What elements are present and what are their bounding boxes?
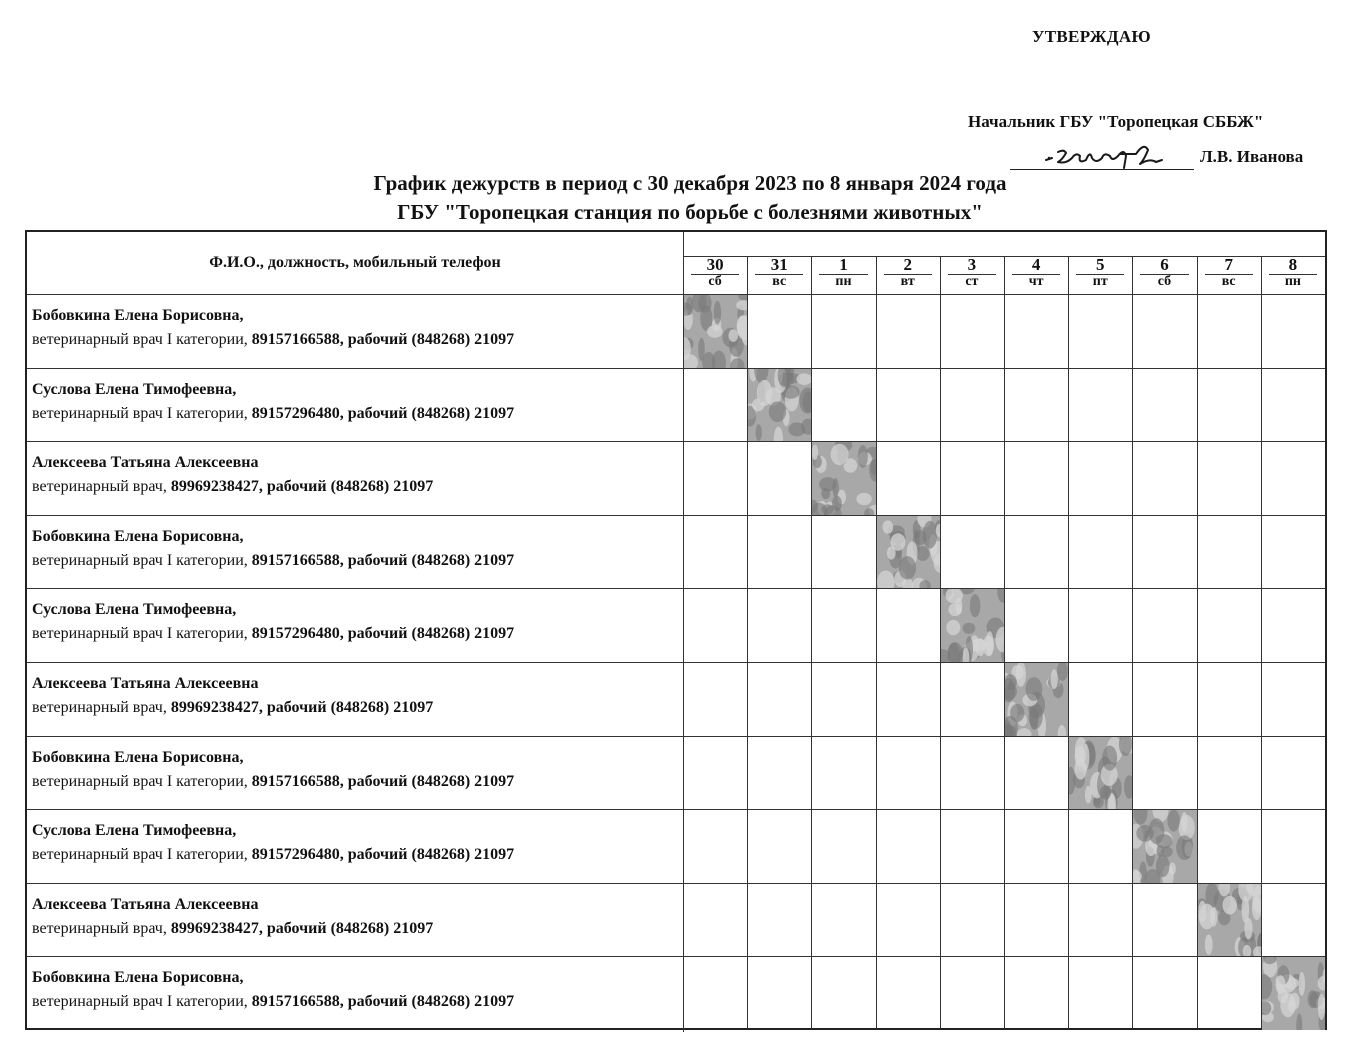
- duty-shading-texture: [941, 589, 1004, 662]
- day-number: 1: [839, 255, 848, 274]
- duty-shading-texture: [1005, 663, 1068, 736]
- staff-entry: [32, 304, 514, 352]
- staff-mobile: 89157296480: [251, 846, 340, 864]
- row-divider: [27, 956, 1325, 957]
- staff-entry: [32, 598, 514, 646]
- staff-work-phone: , рабочий (848268) 21097: [339, 331, 515, 348]
- staff-name: Бобовкина Елена Борисовна,: [32, 748, 244, 766]
- staff-entry: [32, 378, 514, 426]
- day-number: 31: [770, 255, 788, 274]
- duty-cell-marked: [812, 442, 875, 515]
- duty-shading-texture: [1069, 737, 1132, 810]
- duty-shading-texture: [877, 516, 940, 589]
- staff-work-phone: , рабочий (848268) 21097: [339, 993, 515, 1011]
- signatory-name: Л.В. Иванова: [1200, 147, 1304, 166]
- staff-position: ветеринарный врач I категории,: [32, 993, 252, 1011]
- duty-cell-marked: [748, 369, 811, 442]
- staff-position: ветеринарный врач I категории,: [32, 551, 252, 569]
- chief-title: Начальник ГБУ "Торопецкая СББЖ": [968, 112, 1264, 131]
- row-divider: [27, 883, 1325, 884]
- duty-shading-texture: [812, 442, 875, 515]
- duty-cell-marked: [941, 589, 1004, 662]
- staff-name: Бобовкина Елена Борисовна,: [32, 969, 244, 987]
- day-column-divider: [1132, 256, 1133, 1028]
- duty-shading-texture: [1262, 957, 1325, 1030]
- staff-entry: [32, 966, 514, 1014]
- duty-shading-texture: [1198, 884, 1261, 957]
- day-weekday: вт: [900, 274, 915, 289]
- duty-cell-marked: [1133, 810, 1196, 883]
- day-number: 3: [967, 255, 977, 274]
- staff-entry: [32, 893, 433, 941]
- duty-cell-marked: [1262, 957, 1325, 1030]
- staff-position: ветеринарный врач I категории,: [32, 772, 252, 790]
- document-title: График дежурств в период с 30 декабря 2023 по 8 января 2024 года: [373, 171, 1007, 195]
- staff-mobile: 89157166588: [251, 551, 340, 569]
- duty-cell-marked: [1005, 663, 1068, 736]
- duty-shading-texture: [1133, 810, 1196, 883]
- staff-position: ветеринарный врач,: [32, 478, 171, 496]
- staff-mobile: 89157296480: [251, 625, 340, 643]
- day-weekday: вс: [772, 274, 787, 289]
- day-weekday: пн: [835, 274, 852, 289]
- day-number: 7: [1224, 255, 1233, 274]
- staff-name: Суслова Елена Тимофеевна,: [32, 380, 237, 398]
- day-column-divider: [1068, 256, 1069, 1028]
- staff-name: Суслова Елена Тимофеевна,: [32, 601, 237, 619]
- staff-work-phone: , рабочий (848268) 21097: [339, 846, 515, 864]
- duty-cell-marked: [877, 516, 940, 589]
- day-column-divider: [1004, 256, 1005, 1028]
- header-bottom-divider: [27, 294, 1325, 295]
- row-divider: [27, 441, 1325, 442]
- staff-position: ветеринарный врач,: [32, 919, 171, 937]
- document-subtitle: ГБУ "Торопецкая станция по борьбе с болезнями животных": [397, 200, 983, 224]
- staff-mobile: 89157166588: [251, 772, 340, 790]
- staff-entry: [32, 525, 514, 573]
- day-column-divider: [1261, 256, 1262, 1028]
- signature: [1040, 138, 1170, 172]
- staff-mobile: 89157296480: [251, 404, 340, 422]
- staff-name: Алексеева Татьяна Алексеевна: [32, 454, 259, 472]
- duty-shading-texture: [748, 369, 811, 442]
- day-weekday: чт: [1028, 274, 1044, 289]
- staff-work-phone: , рабочий (848268) 21097: [339, 625, 515, 643]
- staff-mobile: 89157166588: [251, 993, 340, 1011]
- duty-cell-marked: [1198, 884, 1261, 957]
- row-divider: [27, 662, 1325, 663]
- header-fio-label: Ф.И.О., должность, мобильный телефон: [209, 254, 501, 271]
- staff-mobile: 89969238427: [170, 478, 259, 496]
- day-number: 6: [1160, 255, 1169, 274]
- row-divider: [27, 515, 1325, 516]
- staff-name: Алексеева Татьяна Алексеевна: [32, 895, 259, 913]
- row-divider: [27, 368, 1325, 369]
- day-number: 5: [1096, 255, 1105, 274]
- day-weekday: пн: [1284, 274, 1301, 289]
- staff-work-phone: , рабочий (848268) 21097: [339, 772, 515, 790]
- row-divider: [27, 809, 1325, 810]
- staff-name: Суслова Елена Тимофеевна,: [32, 822, 237, 840]
- staff-position: ветеринарный врач I категории,: [32, 404, 252, 422]
- staff-mobile: 89157166588: [251, 331, 340, 348]
- staff-work-phone: , рабочий (848268) 21097: [339, 551, 515, 569]
- duty-shading-texture: [684, 295, 747, 368]
- staff-position: ветеринарный врач,: [32, 699, 171, 716]
- row-divider: [27, 588, 1325, 589]
- day-column-divider: [876, 256, 877, 1028]
- staff-entry: [32, 672, 433, 720]
- day-weekday: сб: [1157, 274, 1172, 289]
- staff-work-phone: , рабочий (848268) 21097: [258, 478, 434, 496]
- staff-entry: [32, 819, 514, 867]
- staff-entry: [32, 746, 514, 794]
- approve-label: УТВЕРЖДАЮ: [1032, 27, 1151, 46]
- day-number: 8: [1288, 255, 1298, 274]
- staff-entry: [32, 451, 433, 499]
- staff-work-phone: , рабочий (848268) 21097: [339, 404, 515, 422]
- staff-position: ветеринарный врач I категории,: [32, 625, 252, 643]
- day-weekday: вс: [1221, 274, 1236, 289]
- staff-position: ветеринарный врач I категории,: [32, 331, 252, 348]
- staff-name: Алексеева Татьяна Алексеевна: [32, 675, 259, 692]
- staff-name: Бобовкина Елена Борисовна,: [32, 527, 244, 545]
- duty-cell-marked: [1069, 737, 1132, 810]
- day-number: 4: [1031, 255, 1041, 274]
- staff-mobile: 89969238427: [170, 919, 259, 937]
- duty-cell-marked: [684, 295, 747, 368]
- day-weekday: пт: [1092, 274, 1108, 289]
- day-column-divider: [811, 256, 812, 1028]
- day-number: 2: [903, 255, 912, 274]
- staff-mobile: 89969238427: [170, 699, 259, 716]
- staff-name: Бобовкина Елена Борисовна,: [32, 307, 244, 324]
- day-weekday: ст: [965, 274, 979, 289]
- staff-position: ветеринарный врач I категории,: [32, 846, 252, 864]
- staff-work-phone: , рабочий (848268) 21097: [258, 919, 434, 937]
- duty-schedule-table: [25, 230, 1327, 1030]
- day-number: 30: [706, 255, 724, 274]
- day-weekday: сб: [708, 274, 722, 289]
- staff-work-phone: , рабочий (848268) 21097: [258, 699, 434, 716]
